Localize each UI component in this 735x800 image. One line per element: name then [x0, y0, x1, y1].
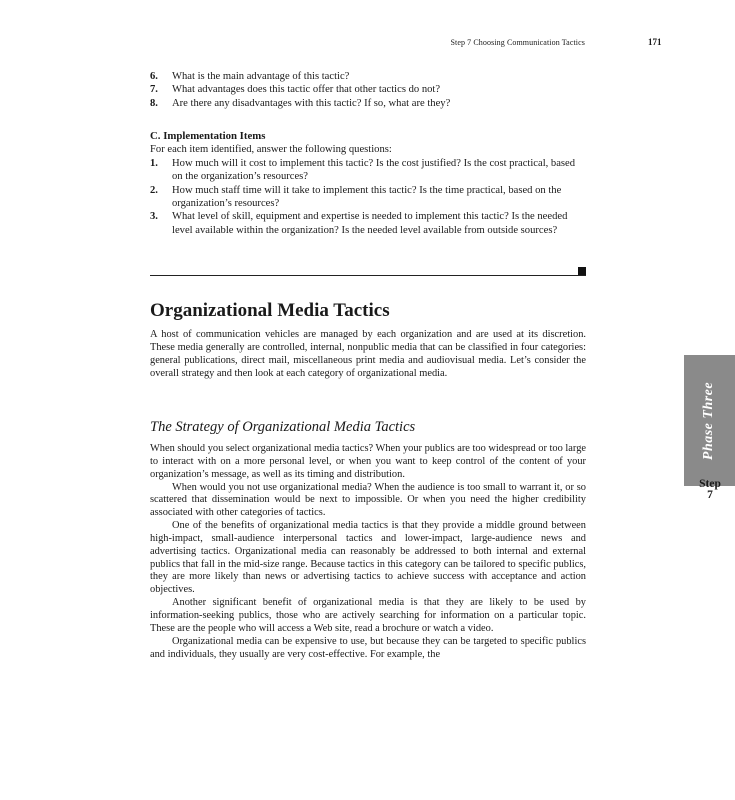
phase-tab-label-wrap: [684, 355, 735, 486]
list-item: [150, 83, 586, 96]
paragraph: Organizational media can be expensive to use, but because they can be targeted to specific publics and individuals, they usually are very cost-effective. For example, the: [150, 635, 586, 660]
list-item: [150, 157, 586, 184]
box-end-marker: [578, 267, 586, 275]
list-item-number: 2.: [150, 184, 158, 196]
page-number: 171: [648, 37, 662, 47]
list-item-text: How much will it cost to implement this tactic? Is the cost justified? Is the cost practical, based on the organization’s resources?: [172, 157, 576, 183]
section-title: Organizational Media Tactics: [150, 300, 390, 321]
list-item-text: Are there any disadvantages with this tactic? If so, what are they?: [172, 97, 451, 109]
list-item-number: 3.: [150, 211, 158, 223]
step-word: Step: [699, 478, 721, 490]
question-list-top: [150, 70, 586, 110]
step-number: 7: [707, 489, 713, 501]
list-item-text: How much staff time will it take to implement this tactic? Is the time practical, based on the organization’s resources?: [172, 184, 562, 210]
list-item: [150, 184, 586, 211]
phase-tab-label: Phase Three: [701, 381, 717, 460]
subsection-body: [150, 443, 586, 661]
implementation-intro: For each item identified, answer the following questions:: [150, 144, 392, 156]
list-item: [150, 210, 586, 237]
list-item: [150, 70, 586, 83]
step-label: [692, 479, 728, 501]
list-item-text: What is the main advantage of this tactic?: [172, 71, 350, 82]
paragraph: A host of communication vehicles are managed by each organization and are used at its discretion. These media generally are controlled, internal, nonpublic media that can be classified in four categories: general publications, direct mail, miscellaneous print media and audiovisual media. Let’s consider the overall strategy and then look at each category of organizational media.: [150, 329, 586, 379]
list-item-number: 1.: [150, 157, 158, 169]
list-item-number: 6.: [150, 71, 158, 82]
implementation-heading: C. Implementation Items: [150, 130, 266, 142]
subsection-title: The Strategy of Organizational Media Tactics: [150, 419, 416, 435]
paragraph: When should you select organizational media tactics? When your publics are too widespread or too large to interact with on a more personal level, or when you want to keep control of the content of your organization’s message, as well as its timing and distribution.: [150, 443, 586, 480]
list-item-number: 7.: [150, 84, 158, 96]
list-item-text: What advantages does this tactic offer that other tactics do not?: [172, 84, 441, 96]
paragraph: When would you not use organizational media? When the audience is too small to warrant it, or so scattered that dissemination would be next to impossible. Or when you need the higher credibility associated with other categories of tactics.: [150, 481, 586, 519]
list-item-text: What level of skill, equipment and expertise is needed to implement this tactic? Is the needed level available within the organization? Is the needed level available from outside sources?: [172, 211, 568, 236]
paragraph: Another significant benefit of organizational media is that they are likely to be used by information-seeking publics, those who are actively searching for information on a particular topic. These are the people who will access a Web site, read a brochure or watch a video.: [150, 597, 586, 634]
list-item-number: 8.: [150, 97, 158, 109]
running-head: Step 7 Choosing Communication Tactics: [450, 38, 585, 47]
box-end-rule: [150, 275, 586, 276]
section-intro: [150, 329, 586, 380]
list-item: [150, 97, 586, 110]
paragraph: One of the benefits of organizational media tactics is that they provide a middle ground between high-impact, small-audience interpersonal tactics and lower-impact, large-audience news and advertising tactics. Organizational media can reasonably be addressed to both internal and external publics that fall in the mid-size range. Because tactics in this category can be tailored to specific publics, they are more likely than news or advertising tactics to achieve success with acceptance and action objectives.: [150, 520, 586, 596]
implementation-section: [150, 130, 586, 237]
